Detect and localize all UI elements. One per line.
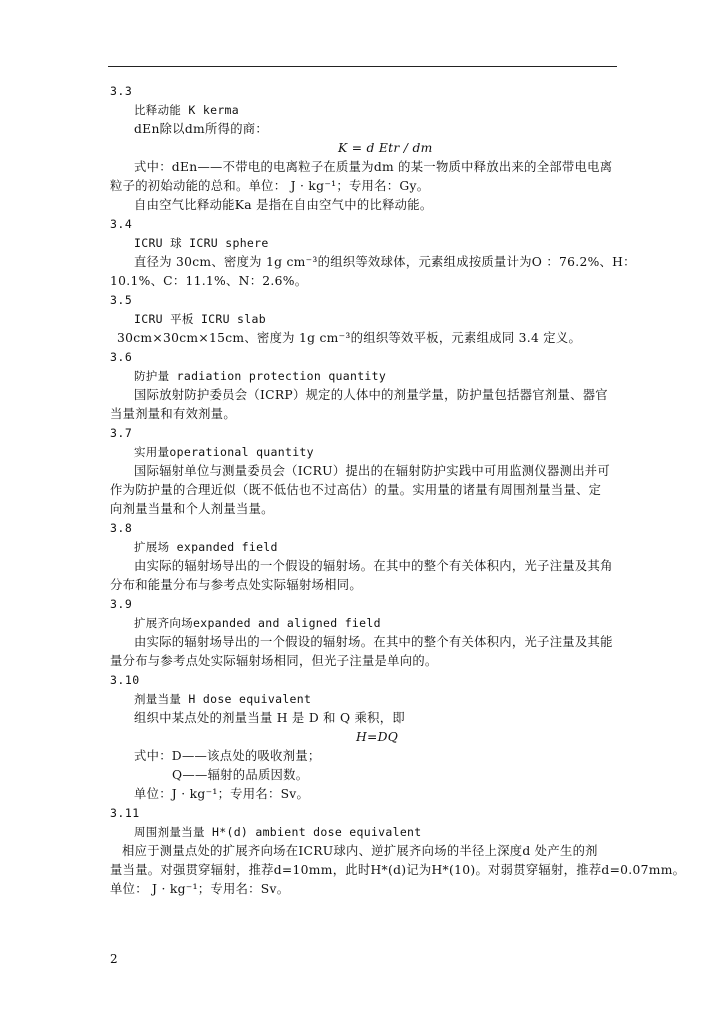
term-heading: 扩展齐向场expanded and aligned field xyxy=(134,616,381,630)
text-line: 自由空气比释动能Ka 是指在自由空气中的比释动能。 xyxy=(134,198,433,212)
term-heading: 周围剂量当量 H*(d) ambient dose equivalent xyxy=(134,825,422,839)
header-rule xyxy=(108,66,617,67)
text-line: 国际放射防护委员会（ICRP）规定的人体中的剂量学量，防护量包括器官剂量、器官 xyxy=(134,388,608,402)
term-heading: 实用量operational quantity xyxy=(134,445,314,459)
section-number: 3.3 xyxy=(110,84,133,98)
section-number: 3.4 xyxy=(110,217,133,231)
text-line: 当量剂量和有效剂量。 xyxy=(110,407,236,421)
text-line: 式中：D——该点处的吸收剂量； xyxy=(134,749,321,763)
formula: K = d Etr / dm xyxy=(338,141,433,155)
section-number: 3.10 xyxy=(110,673,140,687)
section-number: 3.6 xyxy=(110,350,133,364)
text-line: 30cm×30cm×15cm、密度为 1g cm⁻³的组织等效平板，元素组成同 3.4 定义。 xyxy=(117,331,582,345)
page-number: 2 xyxy=(110,952,118,966)
formula: H=DQ xyxy=(356,730,399,744)
term-heading: 扩展场 expanded field xyxy=(134,540,278,554)
text-line: 式中：dEn——不带电的电离粒子在质量为dm 的某一物质中释放出来的全部带电电离 xyxy=(134,160,613,174)
text-line: 作为防护量的合理近似（既不低估也不过高估）的量。实用量的诸量有周围剂量当量、定 xyxy=(110,483,602,497)
section-number: 3.7 xyxy=(110,426,133,440)
text-line: 分布和能量分布与参考点处实际辐射场相同。 xyxy=(110,578,362,592)
text-line: 10.1%、C：11.1%、N：2.6%。 xyxy=(110,274,308,288)
text-line: 单位： J · kg⁻¹；专用名：Sv。 xyxy=(110,882,290,896)
section-number: 3.9 xyxy=(110,597,133,611)
term-heading: 比释动能 K kerma xyxy=(134,103,239,117)
text-line: 组织中某点处的剂量当量 H 是 D 和 Q 乘积，即 xyxy=(134,711,405,725)
text-line: 直径为 30cm、密度为 1g cm⁻³的组织等效球体，元素组成按质量计为O ：76.2%、H： xyxy=(134,255,636,269)
term-heading: 剂量当量 H dose equivalent xyxy=(134,692,312,706)
text-line: dEn除以dm所得的商： xyxy=(134,122,268,136)
term-heading: ICRU 球 ICRU sphere xyxy=(134,236,269,250)
text-line: 由实际的辐射场导出的一个假设的辐射场。在其中的整个有关体积内，光子注量及其角 xyxy=(134,559,613,573)
text-line: 相应于测量点处的扩展齐向场在ICRU球内、逆扩展齐向场的半径上深度d 处产生的剂 xyxy=(122,844,598,858)
text-line: 粒子的初始动能的总和。单位： J · kg⁻¹；专用名：Gy。 xyxy=(110,179,430,193)
section-number: 3.8 xyxy=(110,521,133,535)
term-heading: 防护量 radiation protection quantity xyxy=(134,369,387,383)
text-line: 由实际的辐射场导出的一个假设的辐射场。在其中的整个有关体积内，光子注量及其能 xyxy=(134,635,613,649)
text-line: 量分布与参考点处实际辐射场相同，但光子注量是单向的。 xyxy=(110,654,438,668)
text-line: 量当量。对强贯穿辐射，推荐d=10mm，此时H*(d)记为H*(10)。对弱贯穿辐射，推荐d=0.07mm。 xyxy=(110,863,686,877)
text-line: Q——辐射的品质因数。 xyxy=(172,768,309,782)
text-line: 国际辐射单位与测量委员会（ICRU）提出的在辐射防护实践中可用监测仪器测出并可 xyxy=(134,464,610,478)
section-number: 3.5 xyxy=(110,293,133,307)
text-line: 向剂量当量和个人剂量当量。 xyxy=(110,502,274,516)
term-heading: ICRU 平板 ICRU slab xyxy=(134,312,266,326)
section-number: 3.11 xyxy=(110,806,140,820)
text-line: 单位：J · kg⁻¹；专用名：Sv。 xyxy=(134,787,310,801)
